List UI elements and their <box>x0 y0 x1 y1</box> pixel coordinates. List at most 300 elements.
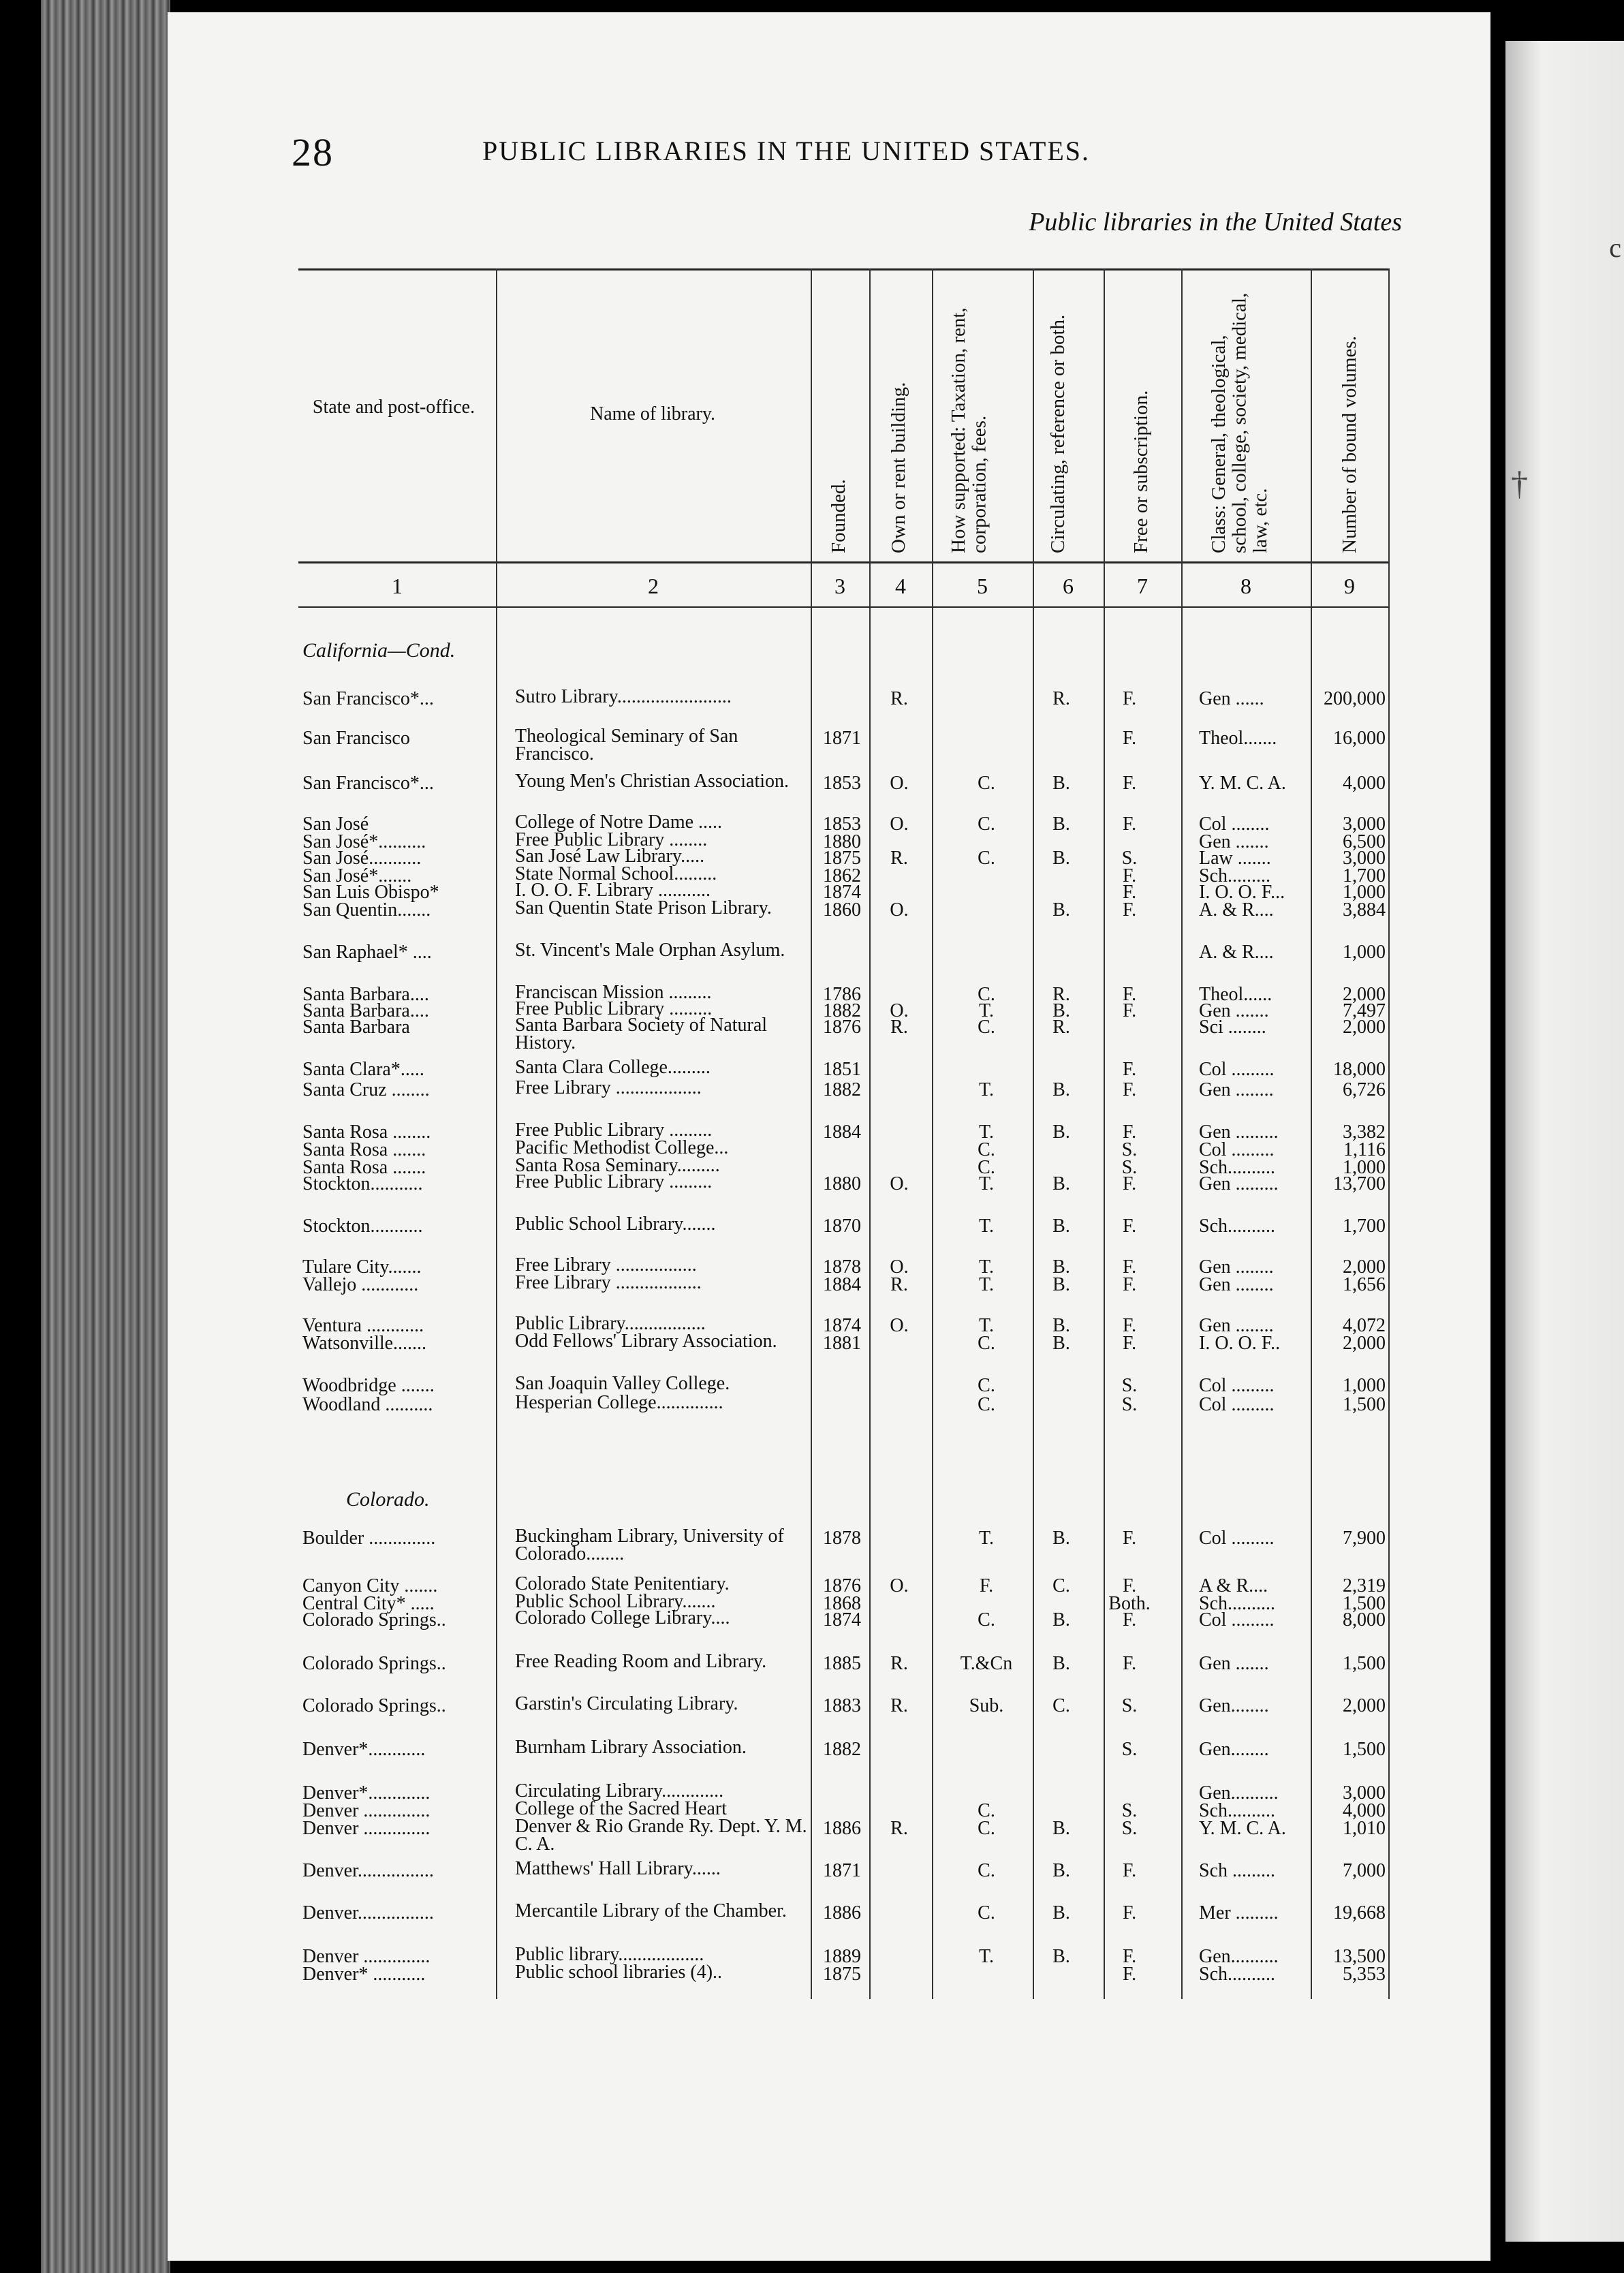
library-name-cell: Public School Library....... <box>515 1591 716 1612</box>
header-how-supported: How supported: Taxation, rent, corporation, fees. <box>948 307 990 553</box>
state-office-cell: Denver*............. <box>302 1782 431 1804</box>
founded-cell: 1871 <box>823 728 861 749</box>
circulation-cell: B. <box>1052 1818 1070 1839</box>
header-free-subscription: Free or subscription. <box>1130 390 1152 553</box>
column-number: 1 <box>392 574 403 598</box>
free-sub-cell: F. <box>1122 1528 1137 1549</box>
class-cell: A. & R.... <box>1199 942 1274 963</box>
free-sub-cell: S. <box>1121 1739 1138 1760</box>
founded-cell: 1878 <box>823 1256 861 1278</box>
support-cell: C. <box>978 773 995 794</box>
support-cell: C. <box>978 1902 995 1923</box>
free-sub-cell: S. <box>1121 1375 1138 1396</box>
library-name-cell: Santa Barbara Society of Natural History. <box>515 1015 768 1053</box>
volumes-cell: 3,000 <box>1343 848 1386 869</box>
library-name-cell: Circulating Library............. <box>515 1780 724 1802</box>
volumes-cell: 1,116 <box>1343 1139 1386 1160</box>
support-cell: T. <box>978 1216 995 1237</box>
volumes-cell: 2,000 <box>1343 984 1386 1005</box>
col-divider <box>869 268 871 1999</box>
free-sub-cell: F. <box>1122 728 1137 749</box>
free-sub-cell: F. <box>1122 1653 1137 1674</box>
state-office-cell: Boulder .............. <box>302 1528 436 1549</box>
support-cell: C. <box>978 1860 995 1881</box>
free-sub-cell: F. <box>1122 1333 1137 1354</box>
library-name-cell: Young Men's Christian Association. <box>515 771 790 792</box>
support-cell: T. <box>978 1946 995 1967</box>
running-title: PUBLIC LIBRARIES IN THE UNITED STATES. <box>482 136 1091 166</box>
volumes-cell: 1,700 <box>1343 1216 1386 1237</box>
class-cell: Y. M. C. A. <box>1199 773 1286 794</box>
free-sub-cell: F. <box>1122 1256 1137 1278</box>
free-sub-cell: S. <box>1121 1695 1138 1716</box>
own-rent-cell: O. <box>890 1000 909 1021</box>
library-name-cell: Free Public Library ........ <box>515 829 708 850</box>
colnum-bottom-rule <box>298 606 1388 608</box>
founded-cell: 1874 <box>823 1315 861 1336</box>
header-state-office: State and post-office. <box>312 397 475 418</box>
library-name-cell: Public school libraries (4).. <box>515 1962 723 1983</box>
class-cell: Gen ...... <box>1199 688 1264 709</box>
circulation-cell: B. <box>1052 1079 1070 1100</box>
founded-cell: 1876 <box>823 1017 861 1038</box>
class-cell: Col ......... <box>1199 1375 1275 1396</box>
volumes-cell: 1,500 <box>1343 1653 1386 1674</box>
founded-cell: 1884 <box>823 1122 861 1143</box>
state-office-cell: Denver .............. <box>302 1818 431 1839</box>
library-name-cell: Free Public Library ......... <box>515 1171 713 1192</box>
support-cell: T. <box>978 1256 995 1278</box>
class-cell: Gen ....... <box>1199 1653 1269 1674</box>
class-cell: Sch.......... <box>1199 1800 1275 1821</box>
section-heading: Colorado. <box>346 1488 430 1511</box>
page-number: 28 <box>292 130 334 174</box>
class-cell: Sch.......... <box>1199 1964 1275 1985</box>
circulation-cell: B. <box>1052 1274 1070 1295</box>
library-name-cell: Colorado State Penitentiary. <box>515 1573 730 1594</box>
state-office-cell: Colorado Springs.. <box>302 1695 446 1716</box>
support-cell: T. <box>978 1173 995 1194</box>
volumes-cell: 6,726 <box>1343 1079 1386 1100</box>
volumes-cell: 2,319 <box>1343 1575 1386 1596</box>
class-cell: Gen........ <box>1199 1695 1269 1716</box>
volumes-cell: 2,000 <box>1343 1017 1386 1038</box>
free-sub-cell: S. <box>1121 1818 1138 1839</box>
support-cell: T. <box>978 1079 995 1100</box>
state-office-cell: Stockton........... <box>302 1216 423 1237</box>
library-name-cell: Garstin's Circulating Library. <box>515 1693 738 1714</box>
volumes-cell: 2,000 <box>1343 1695 1386 1716</box>
book-spine-edge <box>41 0 170 2273</box>
own-rent-cell: O. <box>890 1575 909 1596</box>
volumes-cell: 7,000 <box>1343 1860 1386 1881</box>
state-office-cell: Denver................ <box>302 1860 434 1881</box>
class-cell: Gen ....... <box>1199 831 1269 852</box>
library-name-cell: Free Library ................. <box>515 1254 697 1275</box>
library-name-cell: Odd Fellows' Library Association. <box>515 1331 777 1352</box>
support-cell: T. <box>978 1315 995 1336</box>
volumes-cell: 1,000 <box>1343 1375 1386 1396</box>
state-office-cell: Santa Clara*..... <box>302 1059 424 1080</box>
state-office-cell: San Francisco*... <box>302 688 434 709</box>
founded-cell: 1875 <box>823 1964 861 1985</box>
column-number: 4 <box>895 574 906 598</box>
founded-cell: 1876 <box>823 1575 861 1596</box>
support-cell: C. <box>978 1394 995 1415</box>
library-name-cell: Burnham Library Association. <box>515 1737 747 1758</box>
state-office-cell: Canyon City ....... <box>302 1575 438 1596</box>
founded-cell: 1868 <box>823 1593 861 1614</box>
circulation-cell: R. <box>1052 688 1070 709</box>
library-name-cell: Denver & Rio Grande Ry. Dept. Y. M. C. A. <box>515 1816 807 1855</box>
free-sub-cell: F. <box>1122 773 1137 794</box>
volumes-cell: 1,500 <box>1343 1394 1386 1415</box>
circulation-cell: B. <box>1052 1315 1070 1336</box>
header-own-rent: Own or rent building. <box>888 382 909 553</box>
class-cell: A & R.... <box>1199 1575 1268 1596</box>
free-sub-cell: F. <box>1122 1575 1137 1596</box>
state-office-cell: San Francisco*... <box>302 773 434 794</box>
class-cell: Sch.......... <box>1199 1593 1275 1614</box>
state-office-cell: San José*.......... <box>302 831 426 852</box>
header-library-name: Name of library. <box>590 403 715 424</box>
state-office-cell: Denver .............. <box>302 1946 431 1967</box>
circulation-cell: B. <box>1052 848 1070 869</box>
founded-cell: 1874 <box>823 1609 861 1630</box>
support-cell: C. <box>978 1157 995 1178</box>
library-name-cell: Free Public Library ......... <box>515 1119 713 1141</box>
volumes-cell: 1,700 <box>1343 865 1386 886</box>
support-cell: C. <box>978 1139 995 1160</box>
support-cell: C. <box>978 814 995 835</box>
founded-cell: 1786 <box>823 984 861 1005</box>
volumes-cell: 8,000 <box>1343 1609 1386 1630</box>
column-number: 2 <box>648 574 659 598</box>
own-rent-cell: R. <box>890 1695 908 1716</box>
class-cell: Theol....... <box>1199 728 1277 749</box>
col-divider <box>1388 268 1390 1999</box>
volumes-cell: 3,000 <box>1343 1782 1386 1804</box>
free-sub-cell: F. <box>1122 1860 1137 1881</box>
state-office-cell: San José........... <box>302 848 422 869</box>
circulation-cell: R. <box>1052 984 1070 1005</box>
library-name-cell: Public Library................. <box>515 1313 706 1334</box>
class-cell: Col ......... <box>1199 1394 1275 1415</box>
col-divider <box>1181 268 1183 1999</box>
class-cell: Sch.......... <box>1199 1216 1275 1237</box>
circulation-cell: B. <box>1052 1609 1070 1630</box>
founded-cell: 1886 <box>823 1902 861 1923</box>
founded-cell: 1880 <box>823 831 861 852</box>
free-sub-cell: F. <box>1122 1946 1137 1967</box>
founded-cell: 1870 <box>823 1216 861 1237</box>
state-office-cell: Santa Cruz ........ <box>302 1079 430 1100</box>
class-cell: Col ......... <box>1199 1528 1275 1549</box>
support-cell: T. <box>978 1274 995 1295</box>
header-founded: Founded. <box>828 479 849 553</box>
free-sub-cell: F. <box>1122 865 1137 886</box>
circulation-cell: B. <box>1052 1122 1070 1143</box>
library-name-cell: Colorado College Library.... <box>515 1607 730 1628</box>
volumes-cell: 5,353 <box>1343 1964 1386 1985</box>
own-rent-cell: R. <box>890 848 908 869</box>
support-cell: C. <box>978 1333 995 1354</box>
support-cell: C. <box>978 848 995 869</box>
state-office-cell: Tulare City....... <box>302 1256 422 1278</box>
class-cell: Col ......... <box>1199 1609 1275 1630</box>
class-cell: Sch......... <box>1199 865 1270 886</box>
founded-cell: 1874 <box>823 882 861 903</box>
circulation-cell: B. <box>1052 814 1070 835</box>
own-rent-cell: R. <box>890 1818 908 1839</box>
own-rent-cell: R. <box>890 1653 908 1674</box>
founded-cell: 1889 <box>823 1946 861 1967</box>
free-sub-cell: F. <box>1122 1609 1137 1630</box>
volumes-cell: 1,500 <box>1343 1593 1386 1614</box>
free-sub-cell: F. <box>1122 1315 1137 1336</box>
table-subtitle: Public libraries in the United States <box>1029 208 1402 236</box>
free-sub-cell: F. <box>1122 899 1137 921</box>
founded-cell: 1853 <box>823 773 861 794</box>
volumes-cell: 6,500 <box>1343 831 1386 852</box>
own-rent-cell: O. <box>890 814 909 835</box>
own-rent-cell: O. <box>890 1315 909 1336</box>
state-office-cell: Santa Rosa ....... <box>302 1157 426 1178</box>
state-office-cell: San Luis Obispo* <box>302 882 439 903</box>
state-office-cell: San Raphael* .... <box>302 942 432 963</box>
header-volumes: Number of bound volumes. <box>1339 336 1360 553</box>
founded-cell: 1853 <box>823 814 861 835</box>
free-sub-cell: F. <box>1122 1274 1137 1295</box>
free-sub-cell: S. <box>1121 848 1138 869</box>
free-sub-cell: F. <box>1122 1000 1137 1021</box>
founded-cell: 1885 <box>823 1653 861 1674</box>
free-sub-cell: F. <box>1122 1173 1137 1194</box>
circulation-cell: B. <box>1052 1528 1070 1549</box>
free-sub-cell: F. <box>1122 1079 1137 1100</box>
founded-cell: 1851 <box>823 1059 861 1080</box>
state-office-cell: Denver*............ <box>302 1739 426 1760</box>
state-office-cell: Vallejo ............ <box>302 1274 419 1295</box>
page-header <box>292 129 1422 177</box>
library-name-cell: Public School Library....... <box>515 1213 716 1235</box>
state-office-cell: San Quentin....... <box>302 899 431 921</box>
library-name-cell: Franciscan Mission ......... <box>515 982 712 1003</box>
support-cell: C. <box>978 1800 995 1821</box>
state-office-cell: Woodbridge ....... <box>302 1375 435 1396</box>
state-office-cell: Denver* ........... <box>302 1964 426 1985</box>
circulation-cell: C. <box>1052 1695 1070 1716</box>
support-cell: C. <box>978 1375 995 1396</box>
class-cell: A. & R.... <box>1199 899 1274 921</box>
free-sub-cell: F. <box>1122 1059 1137 1080</box>
volumes-cell: 13,700 <box>1333 1173 1386 1194</box>
class-cell: Sch ......... <box>1199 1860 1275 1881</box>
column-number: 9 <box>1344 574 1355 598</box>
library-table <box>298 260 1388 1999</box>
circulation-cell: R. <box>1052 1017 1070 1038</box>
circulation-cell: B. <box>1052 1216 1070 1237</box>
class-cell: Gen ........ <box>1199 1079 1274 1100</box>
volumes-cell: 1,010 <box>1343 1818 1386 1839</box>
table-top-rule <box>298 268 1388 270</box>
founded-cell: 1871 <box>823 1860 861 1881</box>
own-rent-cell: R. <box>890 1274 908 1295</box>
volumes-cell: 7,900 <box>1343 1528 1386 1549</box>
library-name-cell: Santa Clara College......... <box>515 1057 710 1078</box>
library-name-cell: Sutro Library........................ <box>515 686 732 707</box>
library-name-cell: San José Law Library..... <box>515 846 705 867</box>
class-cell: Law ....... <box>1199 848 1271 869</box>
founded-cell: 1881 <box>823 1333 861 1354</box>
facing-page-letter: c <box>1609 232 1621 263</box>
volumes-cell: 200,000 <box>1324 688 1386 709</box>
state-office-cell: Woodland .......... <box>302 1394 433 1415</box>
volumes-cell: 3,382 <box>1343 1122 1386 1143</box>
free-sub-cell: F. <box>1122 688 1137 709</box>
class-cell: I. O. O. F... <box>1199 882 1285 903</box>
support-cell: C. <box>978 1609 995 1630</box>
class-cell: Gen ........ <box>1199 1315 1274 1336</box>
volumes-cell: 19,668 <box>1333 1902 1386 1923</box>
state-office-cell: Colorado Springs.. <box>302 1653 446 1674</box>
state-office-cell: San José <box>302 814 369 835</box>
column-number: 3 <box>834 574 845 598</box>
volumes-cell: 4,000 <box>1343 773 1386 794</box>
library-name-cell: College of the Sacred Heart <box>515 1798 727 1819</box>
header-circulating: Circulating, reference or both. <box>1047 314 1069 553</box>
founded-cell: 1878 <box>823 1528 861 1549</box>
own-rent-cell: R. <box>890 1017 908 1038</box>
class-cell: Col ......... <box>1199 1139 1275 1160</box>
library-name-cell: Matthews' Hall Library...... <box>515 1858 721 1879</box>
support-cell: T. <box>978 1528 995 1549</box>
free-sub-cell: F. <box>1122 882 1137 903</box>
own-rent-cell: O. <box>890 1173 909 1194</box>
library-name-cell: Buckingham Library, University of Colorado........ <box>515 1526 784 1564</box>
class-cell: Sci ........ <box>1199 1017 1266 1038</box>
state-office-cell: Santa Barbara.... <box>302 984 429 1005</box>
founded-cell: 1884 <box>823 1274 861 1295</box>
class-cell: Gen ........ <box>1199 1274 1274 1295</box>
circulation-cell: B. <box>1052 1902 1070 1923</box>
free-sub-cell: F. <box>1122 1122 1137 1143</box>
library-name-cell: College of Notre Dame ..... <box>515 811 723 833</box>
library-name-cell: Theological Seminary of San Francisco. <box>515 726 738 764</box>
founded-cell: 1882 <box>823 1000 861 1021</box>
column-number: 8 <box>1240 574 1251 598</box>
volumes-cell: 4,072 <box>1343 1315 1386 1336</box>
circulation-cell: B. <box>1052 1946 1070 1967</box>
state-office-cell: Denver................ <box>302 1902 434 1923</box>
own-rent-cell: O. <box>890 773 909 794</box>
own-rent-cell: O. <box>890 1256 909 1278</box>
support-cell: T. <box>978 1122 995 1143</box>
circulation-cell: B. <box>1052 773 1070 794</box>
state-office-cell: Santa Barbara.... <box>302 1000 429 1021</box>
volumes-cell: 1,000 <box>1343 1157 1386 1178</box>
free-sub-cell: S. <box>1121 1157 1138 1178</box>
col-divider <box>932 268 933 1999</box>
class-cell: Gen ....... <box>1199 1000 1269 1021</box>
library-name-cell: State Normal School......... <box>515 863 717 884</box>
circulation-cell: B. <box>1052 1860 1070 1881</box>
support-cell: T. <box>978 1000 995 1021</box>
state-office-cell: Watsonville....... <box>302 1333 427 1354</box>
class-cell: Gen.......... <box>1199 1782 1279 1804</box>
state-office-cell: Denver .............. <box>302 1800 431 1821</box>
support-cell: F. <box>979 1575 994 1596</box>
founded-cell: 1882 <box>823 1739 861 1760</box>
state-office-cell: San Francisco <box>302 728 410 749</box>
facing-page-edge <box>1505 41 1624 2242</box>
free-sub-cell: Both. <box>1108 1593 1151 1614</box>
library-name-cell: Pacific Methodist College... <box>515 1137 729 1158</box>
class-cell: Gen ......... <box>1199 1122 1279 1143</box>
state-office-cell: Ventura ............ <box>302 1315 424 1336</box>
header-bottom-rule <box>298 561 1388 563</box>
class-cell: Gen ......... <box>1199 1173 1279 1194</box>
library-name-cell: Free Reading Room and Library. <box>515 1651 767 1672</box>
library-name-cell: Hesperian College.............. <box>515 1392 723 1413</box>
free-sub-cell: S. <box>1121 1139 1138 1160</box>
support-cell: C. <box>978 1017 995 1038</box>
library-name-cell: Mercantile Library of the Chamber. <box>515 1900 787 1921</box>
state-office-cell: Stockton........... <box>302 1173 423 1194</box>
free-sub-cell: F. <box>1122 984 1137 1005</box>
library-name-cell: I. O. O. F. Library ........... <box>515 880 711 901</box>
library-name-cell: Free Library .................. <box>515 1272 702 1293</box>
library-name-cell: St. Vincent's Male Orphan Asylum. <box>515 940 785 961</box>
founded-cell: 1886 <box>823 1818 861 1839</box>
column-number: 7 <box>1137 574 1148 598</box>
support-cell: C. <box>978 1818 995 1839</box>
free-sub-cell: F. <box>1122 1964 1137 1985</box>
library-name-cell: Santa Rosa Seminary......... <box>515 1155 720 1176</box>
state-office-cell: Colorado Springs.. <box>302 1609 446 1630</box>
state-office-cell: Santa Rosa ....... <box>302 1139 426 1160</box>
volumes-cell: 1,000 <box>1343 882 1386 903</box>
founded-cell: 1882 <box>823 1079 861 1100</box>
free-sub-cell: S. <box>1121 1394 1138 1415</box>
section-heading: California—Cond. <box>302 639 456 662</box>
library-name-cell: Free Public Library ......... <box>515 998 713 1019</box>
circulation-cell: B. <box>1052 1173 1070 1194</box>
circulation-cell: B. <box>1052 1653 1070 1674</box>
free-sub-cell: S. <box>1121 1800 1138 1821</box>
volumes-cell: 2,000 <box>1343 1256 1386 1278</box>
volumes-cell: 3,000 <box>1343 814 1386 835</box>
class-cell: Gen ........ <box>1199 1256 1274 1278</box>
class-cell: Sch.......... <box>1199 1157 1275 1178</box>
state-office-cell: San José*....... <box>302 865 412 886</box>
free-sub-cell: F. <box>1122 814 1137 835</box>
facing-page-mark: † <box>1511 464 1528 502</box>
class-cell: Y. M. C. A. <box>1199 1818 1286 1839</box>
volumes-cell: 18,000 <box>1333 1059 1386 1080</box>
support-cell: T.&Cn <box>960 1653 1013 1674</box>
volumes-cell: 1,500 <box>1343 1739 1386 1760</box>
library-name-cell: Free Library .................. <box>515 1077 702 1098</box>
volumes-cell: 7,497 <box>1343 1000 1386 1021</box>
circulation-cell: B. <box>1052 1256 1070 1278</box>
own-rent-cell: R. <box>890 688 908 709</box>
support-cell: C. <box>978 984 995 1005</box>
class-cell: Col ......... <box>1199 1059 1275 1080</box>
state-office-cell: Santa Rosa ........ <box>302 1122 431 1143</box>
column-number: 5 <box>977 574 988 598</box>
volumes-cell: 1,000 <box>1343 942 1386 963</box>
